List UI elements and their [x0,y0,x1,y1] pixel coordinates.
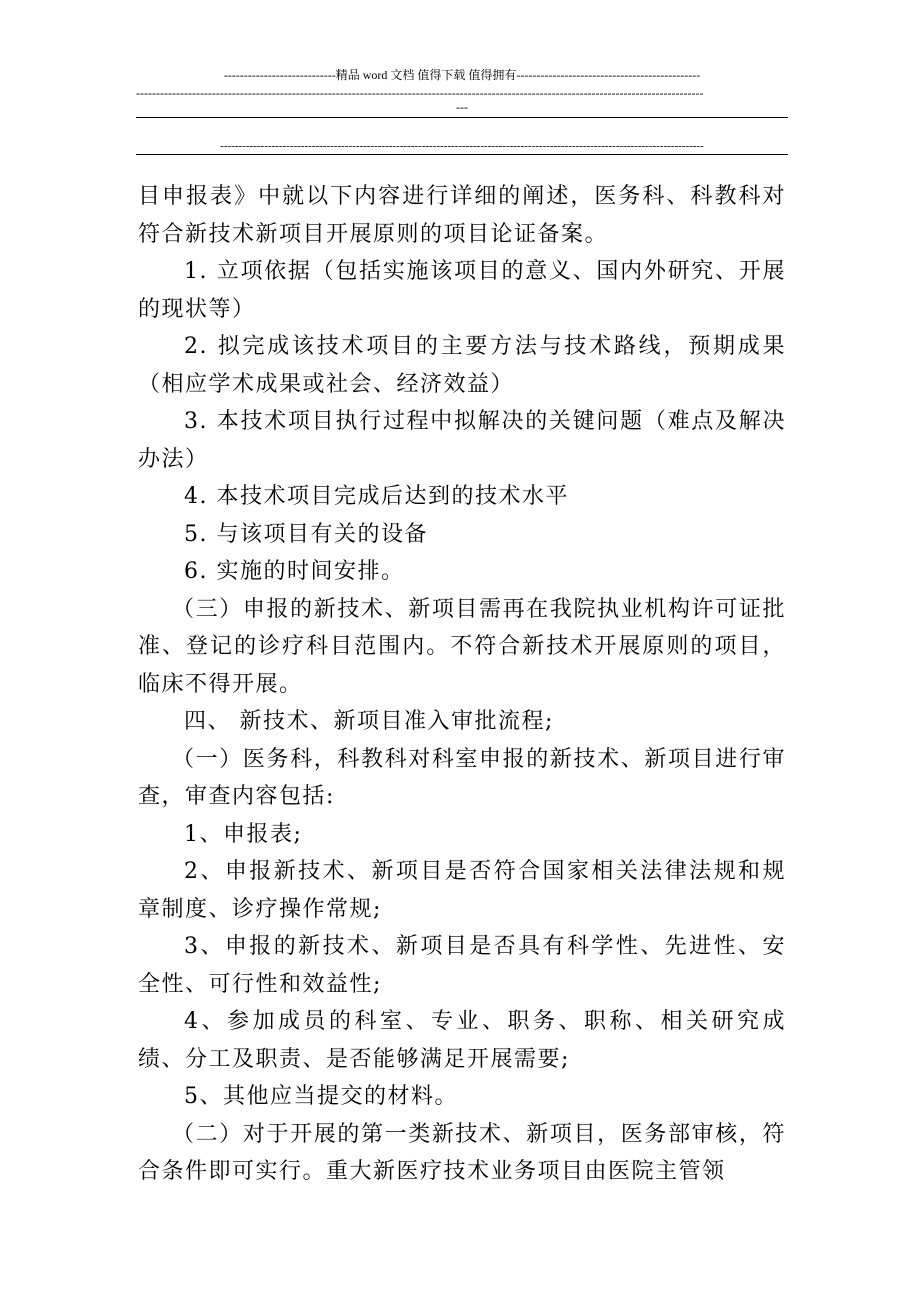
paragraph-3: 3. 本技术项目执行过程中拟解决的关键问题（难点及解决办法） [138,409,786,472]
header-dash-line: ------------------------------------------------------------------------------------------------------------------------------------ [220,140,704,152]
section-heading-4: 四、 新技术、新项目准入审批流程; [184,709,554,734]
paragraph-14: 5、其他应当提交的材料。 [184,1084,458,1109]
paragraph-5: 5. 与该项目有关的设备 [184,521,428,547]
paragraph-1: 1. 立项依据（包括实施该项目的意义、国内外研究、开展的现状等） [138,259,786,322]
paragraph-2: 2. 拟完成该技术项目的主要方法与技术路线，预期成果（相应学术成果或社会、经济效益） [138,334,786,397]
header-line-3: --- [456,100,468,114]
paragraph-0: 目申报表》中就以下内容进行详细的阐述，医务科、科教科对符合新技术新项目开展原则的项目论证备案。 [138,184,786,247]
paragraph-12: 3、申报的新技术、新项目是否具有科学性、先进性、安全性、可行性和效益性; [138,934,786,997]
paragraph-9: （一）医务科，科教科对科室申报的新技术、新项目进行审查，审查内容包括: [138,746,786,809]
paragraph-4: 4. 本技术项目完成后达到的技术水平 [184,484,569,509]
header-rule-top [136,117,788,118]
paragraph-13: 4、参加成员的科室、专业、职务、职称、相关研究成绩、分工及职责、是否能够满足开展需要; [138,1009,786,1072]
header-line-2: ---------------------------------------------------------------------------------------------------------------------------------------------- [136,86,704,100]
paragraph-11: 2、申报新技术、新项目是否符合国家相关法律法规和规章制度、诊疗操作常规; [138,859,786,922]
paragraph-7: （三）申报的新技术、新项目需再在我院执业机构许可证批准、登记的诊疗科目范围内。不符合新技术开展原则的项目，临床不得开展。 [138,596,786,697]
document-body [138,178,786,1191]
paragraph-6: 6. 实施的时间安排。 [184,559,405,584]
header-line-1: ----------------------------精品 word 文档 值得下载 值得拥有---------------------------------------------- [223,68,701,82]
paragraph-10: 1、申报表; [184,821,303,847]
paragraph-15: （二）对于开展的第一类新技术、新项目，医务部审核，符合条件即可实行。重大新医疗技术业务项目由医院主管领 [138,1121,786,1184]
header-rule-bottom [136,154,788,155]
